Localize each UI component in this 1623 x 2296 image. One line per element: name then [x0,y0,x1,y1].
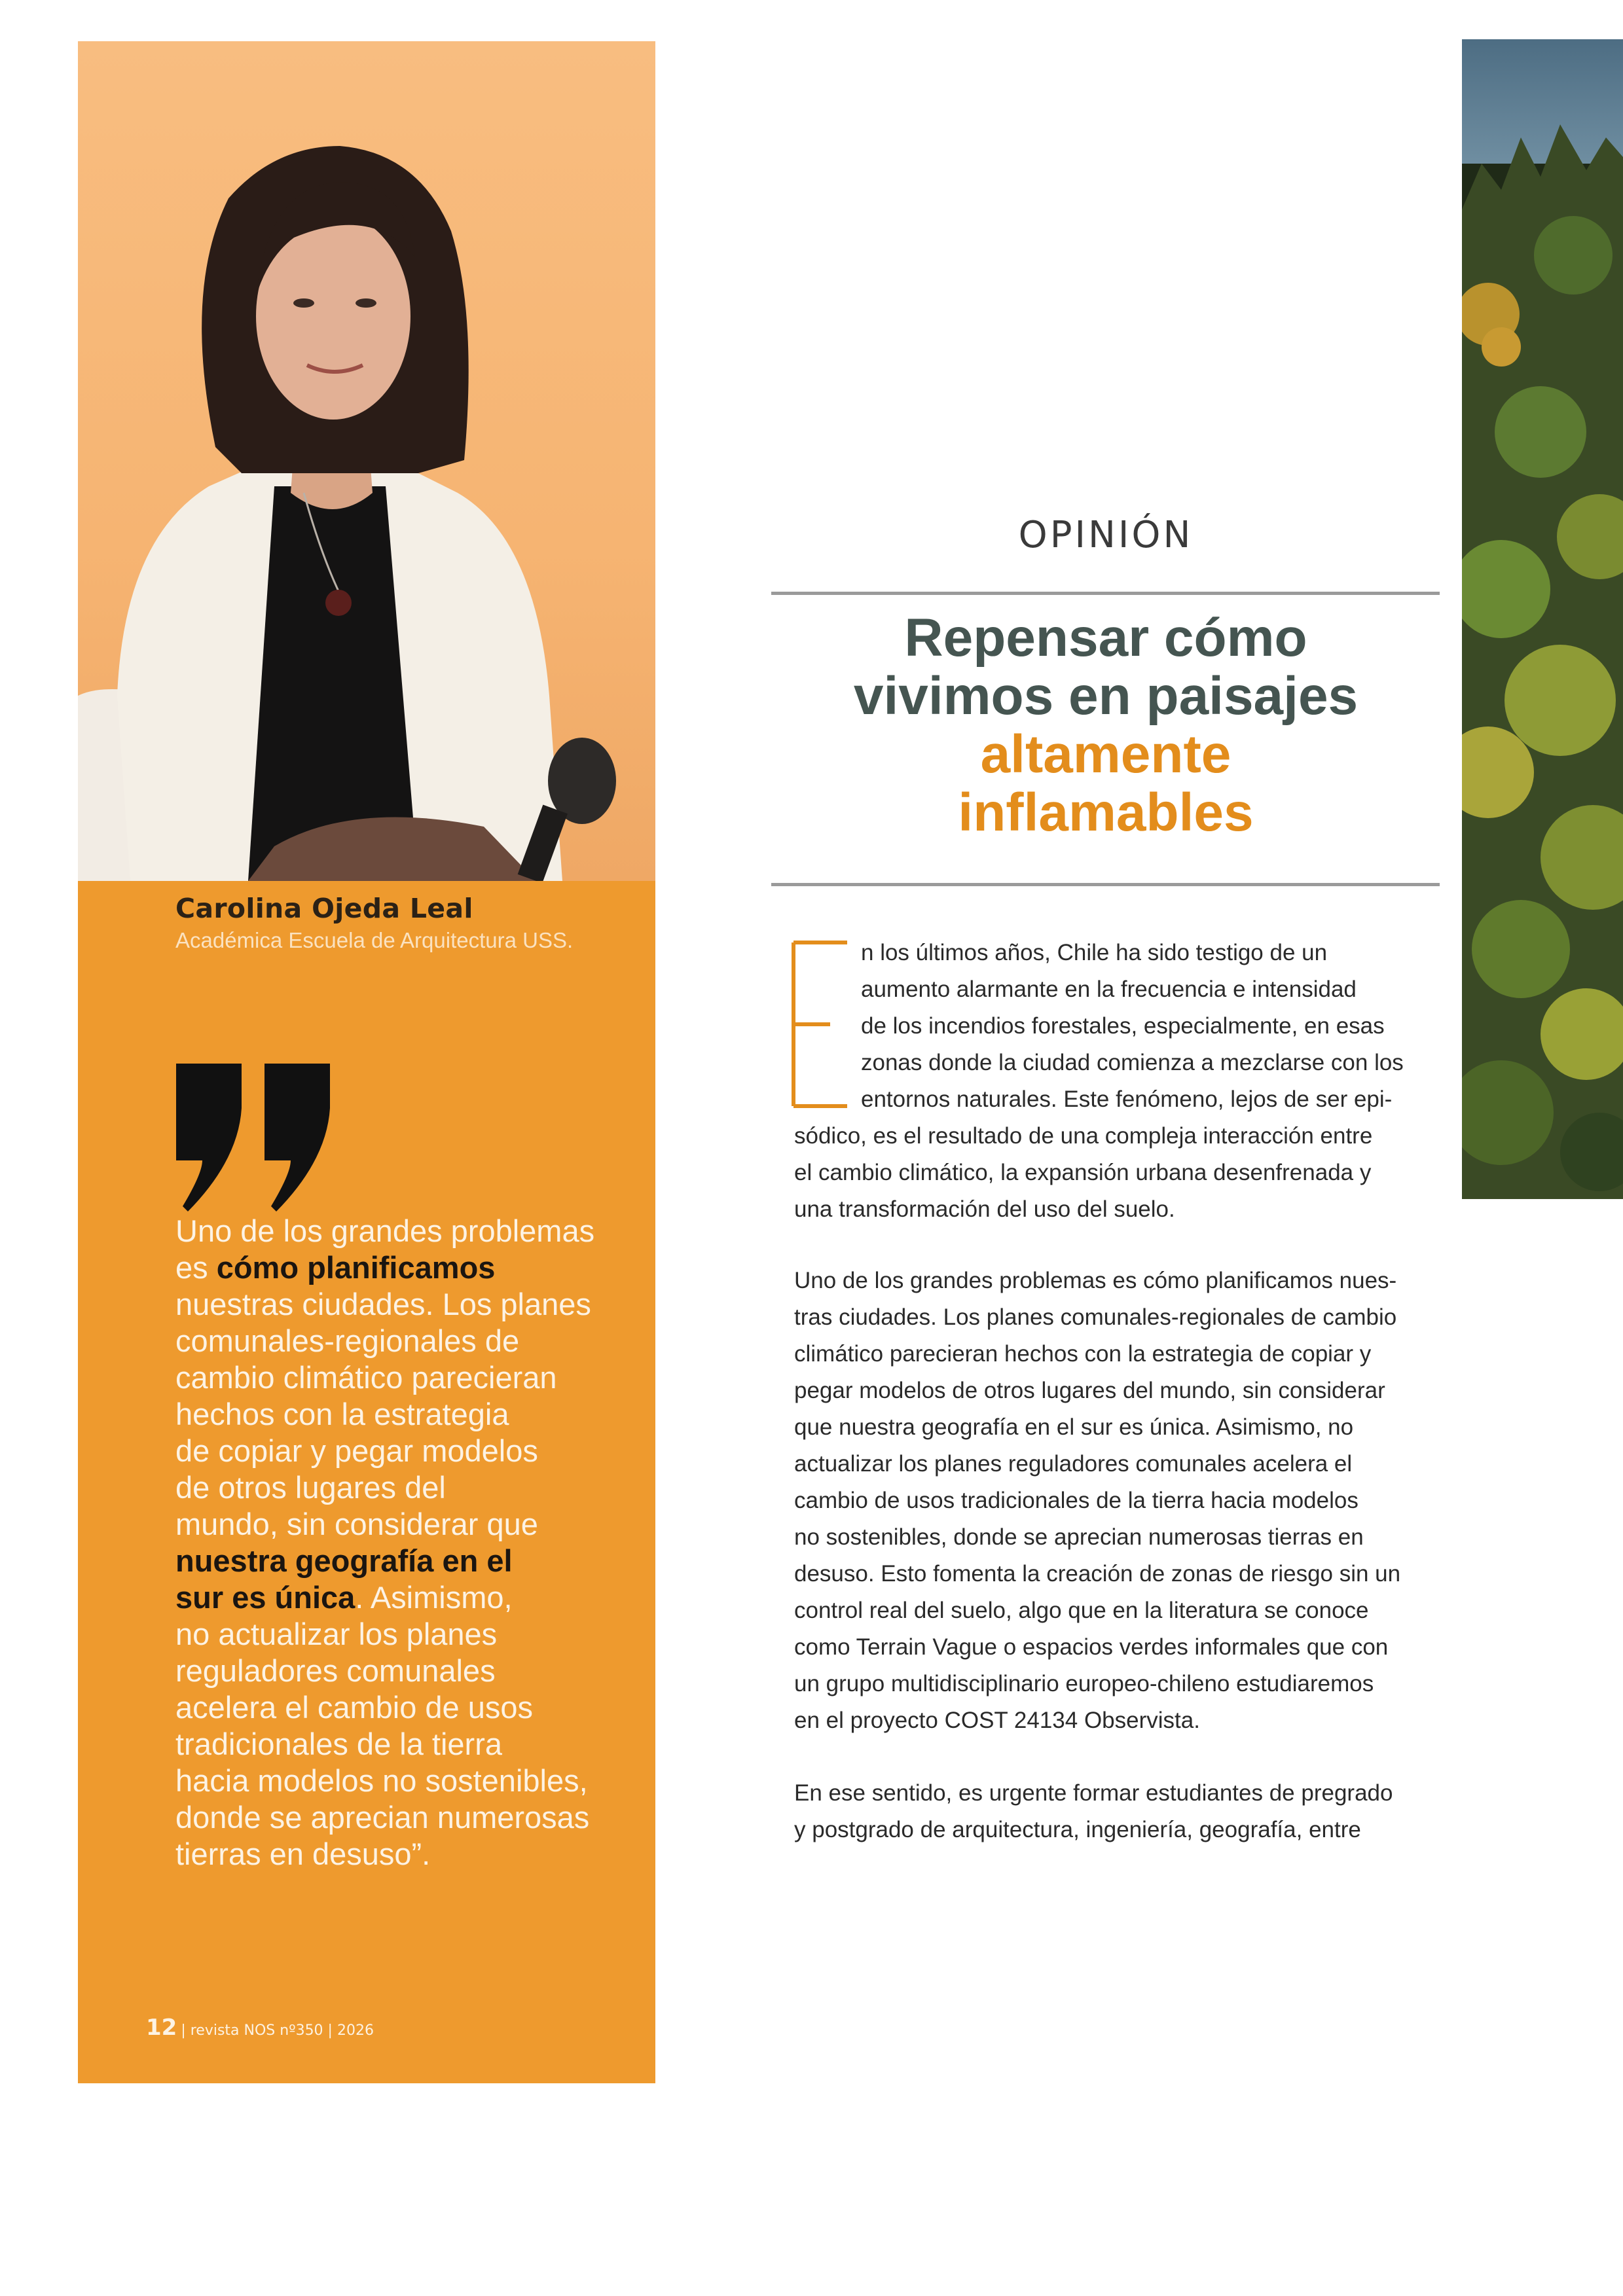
body-line: y postgrado de arquitectura, ingeniería, geografía, entre [794,1817,1361,1842]
pull-quote-line [175,1469,608,1506]
pull-quote-text: mundo, sin considerar que [175,1507,538,1541]
pull-quote-line [175,1213,608,1249]
pull-quote-text: comunales-regionales de [175,1323,520,1358]
sidebar-panel [78,41,655,2083]
pull-quote-emphasis: nuestra geografía en el [175,1543,513,1578]
paragraph-1 [794,935,1429,1228]
pull-quote-emphasis: cómo planificamos [216,1250,496,1285]
forest-illustration [1462,39,1623,1199]
body-line: un grupo multidisciplinario europeo-chileno estudiaremos [794,1671,1374,1696]
closing-quote-icon [176,1062,333,1213]
body-line: que nuestra geografía en el sur es única. Asimismo, no [794,1414,1354,1440]
pull-quote-line [175,1396,608,1433]
pull-quote-emphasis: sur es única [175,1580,356,1615]
pull-quote-line [175,1726,608,1763]
body-line: pegar modelos de otros lugares del mundo, sin considerar [794,1378,1385,1403]
pull-quote-line [175,1799,608,1836]
pull-quote-text: de otros lugares del [175,1470,446,1505]
pull-quote-text: donde se aprecian numerosas [175,1800,590,1835]
pull-quote-text: acelera el cambio de usos [175,1690,534,1725]
title-line-3: altamente [980,725,1231,784]
body-line: en el proyecto COST 24134 Observista. [794,1708,1200,1733]
drop-cap-letter: E [791,940,792,941]
pull-quote [175,1213,608,1873]
pull-quote-text: . Asimismo, [355,1580,513,1615]
body-line: zonas donde la ciudad comienza a mezclarse con los [861,1050,1404,1075]
page-folio [146,2015,374,2041]
pull-quote-text: hechos con la estrategia [175,1397,509,1431]
forest-photo [1462,39,1623,1199]
pull-quote-line [175,1763,608,1799]
body-line: una transformación del uso del suelo. [794,1196,1175,1222]
pull-quote-line [175,1433,608,1469]
body-line: entornos naturales. Este fenómeno, lejos de ser epi- [861,1086,1393,1112]
body-line: de los incendios forestales, especialmente, en esas [861,1013,1385,1039]
pull-quote-text: hacia modelos no sostenibles, [175,1763,588,1798]
body-line: actualizar los planes reguladores comunales acelera el [794,1451,1353,1477]
title-line-1: Repensar cómo [904,608,1307,668]
author-name: Carolina Ojeda Leal [175,893,473,924]
pull-quote-text: tierras en desuso”. [175,1837,431,1871]
portrait-illustration [78,41,655,881]
pull-quote-text: reguladores comunales [175,1653,496,1688]
pull-quote-text: Uno de los grandes problemas [175,1213,595,1248]
body-line: Uno de los grandes problemas es cómo planificamos nues- [794,1268,1397,1293]
pull-quote-line [175,1543,608,1579]
body-line: como Terrain Vague o espacios verdes informales que con [794,1634,1389,1660]
body-line: climático parecieran hechos con la estrategia de copiar y [794,1341,1372,1367]
section-label: OPINIÓN [1018,514,1194,556]
pull-quote-text: tradicionales de la tierra [175,1727,502,1761]
pull-quote-line [175,1616,608,1653]
folio-text: | revista NOS nº350 | 2026 [181,2022,374,2039]
pull-quote-text: no actualizar los planes [175,1617,498,1651]
pull-quote-line [175,1653,608,1689]
paragraph-3 [794,1775,1429,1848]
body-line: no sostenibles, donde se aprecian numerosas tierras en [794,1524,1364,1550]
pull-quote-line [175,1286,608,1323]
author-role: Académica Escuela de Arquitectura USS. [175,928,574,952]
pull-quote-text: de copiar y pegar modelos [175,1433,538,1468]
body-line: sódico, es el resultado de una compleja interacción entre [794,1123,1373,1149]
pull-quote-text: cambio climático parecieran [175,1360,557,1395]
pull-quote-line [175,1323,608,1359]
article-title [772,609,1440,842]
body-line: aumento alarmante en la frecuencia e intensidad [861,977,1357,1002]
body-line: control real del suelo, algo que en la literatura se conoce [794,1598,1369,1623]
body-line: desuso. Esto fomenta la creación de zonas de riesgo sin un [794,1561,1401,1587]
pull-quote-line [175,1836,608,1873]
body-line: n los últimos años, Chile ha sido testigo de un [861,940,1328,965]
pull-quote-line [175,1506,608,1543]
body-line: En ese sentido, es urgente formar estudiantes de pregrado [794,1780,1393,1806]
title-rule-bottom [771,883,1440,886]
title-line-4: inflamables [958,783,1254,842]
pull-quote-line [175,1689,608,1726]
pull-quote-line [175,1249,608,1286]
page-number: 12 [146,2015,177,2041]
pull-quote-text: nuestras ciudades. Los planes [175,1287,591,1321]
pull-quote-line [175,1359,608,1396]
paragraph-2 [794,1263,1429,1739]
title-rule-top [771,592,1440,595]
body-line: el cambio climático, la expansión urbana desenfrenada y [794,1160,1372,1185]
pull-quote-line [175,1579,608,1616]
body-line: cambio de usos tradicionales de la tierra hacia modelos [794,1488,1359,1513]
author-portrait [78,41,655,881]
body-line: tras ciudades. Los planes comunales-regionales de cambio [794,1304,1397,1330]
title-line-2: vivimos en paisajes [853,666,1359,726]
pull-quote-text: es [175,1250,217,1285]
